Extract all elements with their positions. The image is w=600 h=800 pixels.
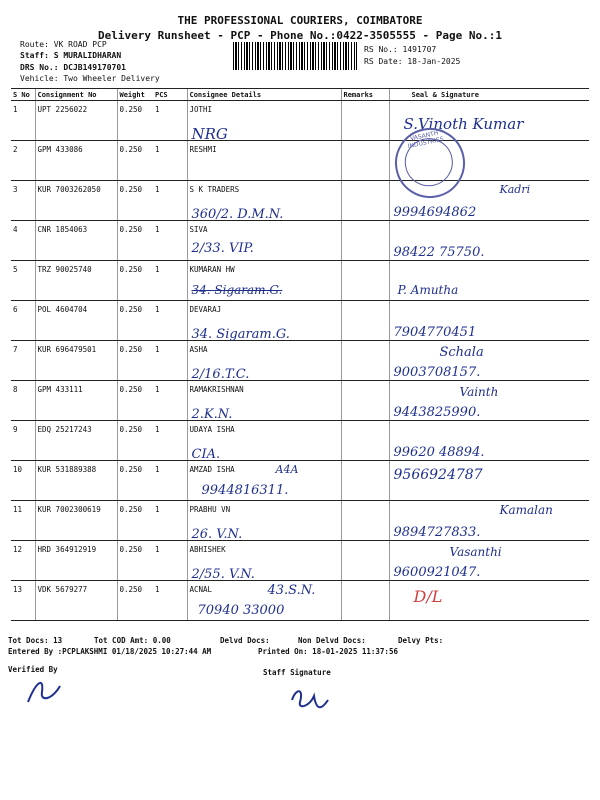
consignee-name: DEVARAJ (189, 305, 222, 314)
cell-seal (389, 541, 589, 581)
handwritten-address: CIA. (191, 447, 221, 462)
company-title: THE PROFESSIONAL COURIERS, COIMBATORE (177, 14, 423, 27)
cell-pcs: 1 (153, 181, 187, 221)
col-consignee: Consignee Details (187, 89, 341, 101)
cell-consignment: KUR 696479501 (35, 341, 117, 381)
handwritten-phone: 9994694862 (393, 205, 477, 220)
cell-seal (389, 381, 589, 421)
cell-pcs: 1 (153, 221, 187, 261)
cell-pcs: 1 (153, 541, 187, 581)
table-row (11, 421, 589, 461)
table-row (11, 261, 589, 301)
cell-pcs: 1 (153, 101, 187, 141)
cell-weight: 0.250 (117, 181, 153, 221)
handwritten-address: 2.K.N. (191, 407, 233, 422)
cell-pcs: 1 (153, 421, 187, 461)
cell-pcs: 1 (153, 581, 187, 621)
cell-weight: 0.250 (117, 461, 153, 501)
cell-consignee (187, 261, 341, 301)
handwritten-address: 2/55. V.N. (191, 567, 255, 582)
cell-remarks (341, 221, 389, 261)
col-weight: Weight (117, 89, 153, 101)
cell-remarks (341, 541, 389, 581)
verifier-signature (22, 672, 66, 708)
rs-number: RS No.: 1491707 (364, 45, 437, 54)
table-row (11, 141, 589, 181)
handwritten-phone: 9566924787 (393, 467, 483, 483)
handwritten-phone: 9600921047. (393, 565, 481, 580)
cell-weight: 0.250 (117, 141, 153, 181)
consignee-name: KUMARAN HW (189, 265, 235, 274)
cell-sno: 3 (11, 181, 35, 221)
handwritten-phone: 9894727833. (393, 525, 481, 540)
handwritten-address: 26. V.N. (191, 527, 243, 542)
cell-consignee (187, 381, 341, 421)
verified-by-label: Verified By (8, 665, 58, 674)
cell-remarks (341, 501, 389, 541)
cell-seal (389, 501, 589, 541)
handwritten-signature: Schala (439, 345, 484, 360)
table-row (11, 381, 589, 421)
cell-consignment: POL 4604704 (35, 301, 117, 341)
cell-consignment: KUR 7002300619 (35, 501, 117, 541)
cell-consignee (187, 501, 341, 541)
printed-on: Printed On: 18-01-2025 11:37:56 (258, 647, 398, 656)
table-row (11, 501, 589, 541)
cell-sno: 8 (11, 381, 35, 421)
cell-consignment: VDK 5679277 (35, 581, 117, 621)
cell-pcs: 1 (153, 341, 187, 381)
cell-sno: 5 (11, 261, 35, 301)
cell-weight: 0.250 (117, 101, 153, 141)
handwritten-signature: Vainth (459, 385, 499, 399)
table-row (11, 101, 589, 141)
table-row (11, 581, 589, 621)
consignee-name: ABHISHEK (189, 545, 226, 554)
cell-sno: 6 (11, 301, 35, 341)
cell-weight: 0.250 (117, 301, 153, 341)
cell-consignment: HRD 364912919 (35, 541, 117, 581)
col-sno: S No (11, 89, 35, 101)
cell-consignee (187, 101, 341, 141)
cell-seal (389, 421, 589, 461)
barcode (233, 42, 357, 70)
cell-sno: 7 (11, 341, 35, 381)
col-seal: Seal & Signature (389, 89, 589, 101)
cell-sno: 13 (11, 581, 35, 621)
cell-remarks (341, 381, 389, 421)
cell-seal (389, 461, 589, 501)
cell-remarks (341, 101, 389, 141)
delivery-points: Delvy Pts: (398, 636, 444, 645)
col-remarks: Remarks (341, 89, 389, 101)
cell-sno: 10 (11, 461, 35, 501)
cell-consignment: KUR 7003262050 (35, 181, 117, 221)
delivered-docs: Delvd Docs: (220, 636, 270, 645)
consignee-name: ASHA (189, 345, 208, 354)
drs-number: DRS No.: DCJB149170701 (20, 63, 126, 72)
handwritten-signature: Kamalan (499, 503, 553, 517)
cell-seal (389, 261, 589, 301)
handwritten-address: 2/33. VIP. (191, 241, 254, 256)
route-label: Route: VK ROAD PCP (20, 40, 107, 49)
delivered-mark: D/L (413, 587, 443, 606)
consignee-name: RESHMI (189, 145, 217, 154)
cell-weight: 0.250 (117, 381, 153, 421)
handwritten-note: A4A (275, 463, 299, 476)
runsheet-table (11, 88, 589, 621)
cell-pcs: 1 (153, 261, 187, 301)
consignee-name: SIVA (189, 225, 208, 234)
cell-weight: 0.250 (117, 541, 153, 581)
cell-remarks (341, 301, 389, 341)
handwritten-phone: 98422 75750. (393, 245, 485, 260)
col-consignment: Consignment No (35, 89, 117, 101)
table-row (11, 541, 589, 581)
staff-label: Staff: S MURALIDHARAN (20, 51, 122, 60)
cell-consignment: KUR 531889388 (35, 461, 117, 501)
consignee-name: PRABHU VN (189, 505, 231, 514)
runsheet-subtitle: Delivery Runsheet - PCP - Phone No.:0422-3505555 - Page No.:1 (98, 29, 502, 42)
handwritten-signature: P. Amutha (397, 283, 459, 297)
cell-seal (389, 301, 589, 341)
cell-weight: 0.250 (117, 421, 153, 461)
table-row (11, 461, 589, 501)
cell-weight: 0.250 (117, 261, 153, 301)
handwritten-signature: S.Vinoth Kumar (403, 115, 524, 133)
cell-consignee (187, 341, 341, 381)
cell-consignment: GPM 433086 (35, 141, 117, 181)
handwritten-address: 2/16.T.C. (191, 367, 250, 382)
cell-consignee (187, 541, 341, 581)
total-docs: Tot Docs: 13 (8, 636, 63, 645)
cell-consignee (187, 221, 341, 261)
cell-seal (389, 221, 589, 261)
col-pcs: PCS (153, 89, 187, 101)
cell-remarks (341, 341, 389, 381)
cell-consignee (187, 421, 341, 461)
handwritten-signature: Vasanthi (449, 545, 502, 559)
cell-sno: 4 (11, 221, 35, 261)
vehicle-label: Vehicle: Two Wheeler Delivery (20, 74, 160, 83)
handwritten-address: 360/2. D.M.N. (191, 207, 284, 222)
stamp-text: VASANTH INDUSTRIES (407, 129, 445, 151)
cell-pcs: 1 (153, 381, 187, 421)
table-row (11, 301, 589, 341)
handwritten-phone: 9944816311. (201, 483, 289, 498)
cell-weight: 0.250 (117, 341, 153, 381)
handwritten-phone: 9443825990. (393, 405, 481, 420)
cell-sno: 2 (11, 141, 35, 181)
total-cod: Tot COD Amt: 0.00 (94, 636, 171, 645)
cell-consignee (187, 141, 341, 181)
handwritten-phone: 70940 33000 (197, 603, 285, 618)
consignee-name: JOTHI (189, 105, 213, 114)
cell-remarks (341, 421, 389, 461)
non-delivered-docs: Non Delvd Docs: (298, 636, 366, 645)
struck-address: 34. Sigaram.G. (191, 283, 283, 297)
cell-consignment: TRZ 90025740 (35, 261, 117, 301)
table-row (11, 221, 589, 261)
cell-remarks (341, 181, 389, 221)
handwritten-address: 43.S.N. (267, 583, 316, 598)
staff-signature-label: Staff Signature (263, 668, 331, 677)
cell-pcs: 1 (153, 141, 187, 181)
handwritten-phone: 7904770451 (393, 325, 477, 340)
consignee-name: RAMAKRISHNAN (189, 385, 244, 394)
table-row (11, 341, 589, 381)
cell-sno: 9 (11, 421, 35, 461)
cell-consignment: EDQ 25217243 (35, 421, 117, 461)
cell-consignee (187, 581, 341, 621)
cell-pcs: 1 (153, 461, 187, 501)
cell-remarks (341, 461, 389, 501)
cell-seal (389, 341, 589, 381)
cell-seal (389, 581, 589, 621)
cell-remarks (341, 141, 389, 181)
handwritten-address: 34. Sigaram.G. (191, 327, 290, 342)
entered-by: Entered By :PCPLAKSHMI 01/18/2025 10:27:44 AM (8, 647, 212, 656)
cell-consignment: GPM 433111 (35, 381, 117, 421)
cell-consignment: CNR 1854063 (35, 221, 117, 261)
cell-sno: 11 (11, 501, 35, 541)
cell-consignee (187, 301, 341, 341)
handwritten-signature: Kadri (499, 183, 531, 196)
cell-weight: 0.250 (117, 501, 153, 541)
cell-sno: 1 (11, 101, 35, 141)
consignee-name: ACNAL (189, 585, 213, 594)
cell-weight: 0.250 (117, 221, 153, 261)
cell-consignee (187, 461, 341, 501)
handwritten-note: NRG (191, 125, 228, 143)
cell-pcs: 1 (153, 501, 187, 541)
staff-signature-mark (286, 680, 334, 716)
table-row (11, 181, 589, 221)
cell-remarks (341, 581, 389, 621)
handwritten-phone: 9003708157. (393, 365, 481, 380)
cell-remarks (341, 261, 389, 301)
handwritten-phone: 99620 48894. (393, 445, 485, 460)
consignee-name: AMZAD ISHA (189, 465, 235, 474)
cell-pcs: 1 (153, 301, 187, 341)
consignee-name: UDAYA ISHA (189, 425, 235, 434)
cell-consignee (187, 181, 341, 221)
cell-weight: 0.250 (117, 581, 153, 621)
cell-consignment: UPT 2256022 (35, 101, 117, 141)
rs-date: RS Date: 18-Jan-2025 (364, 57, 461, 66)
table-header (11, 89, 589, 101)
cell-sno: 12 (11, 541, 35, 581)
consignee-name: S K TRADERS (189, 185, 240, 194)
